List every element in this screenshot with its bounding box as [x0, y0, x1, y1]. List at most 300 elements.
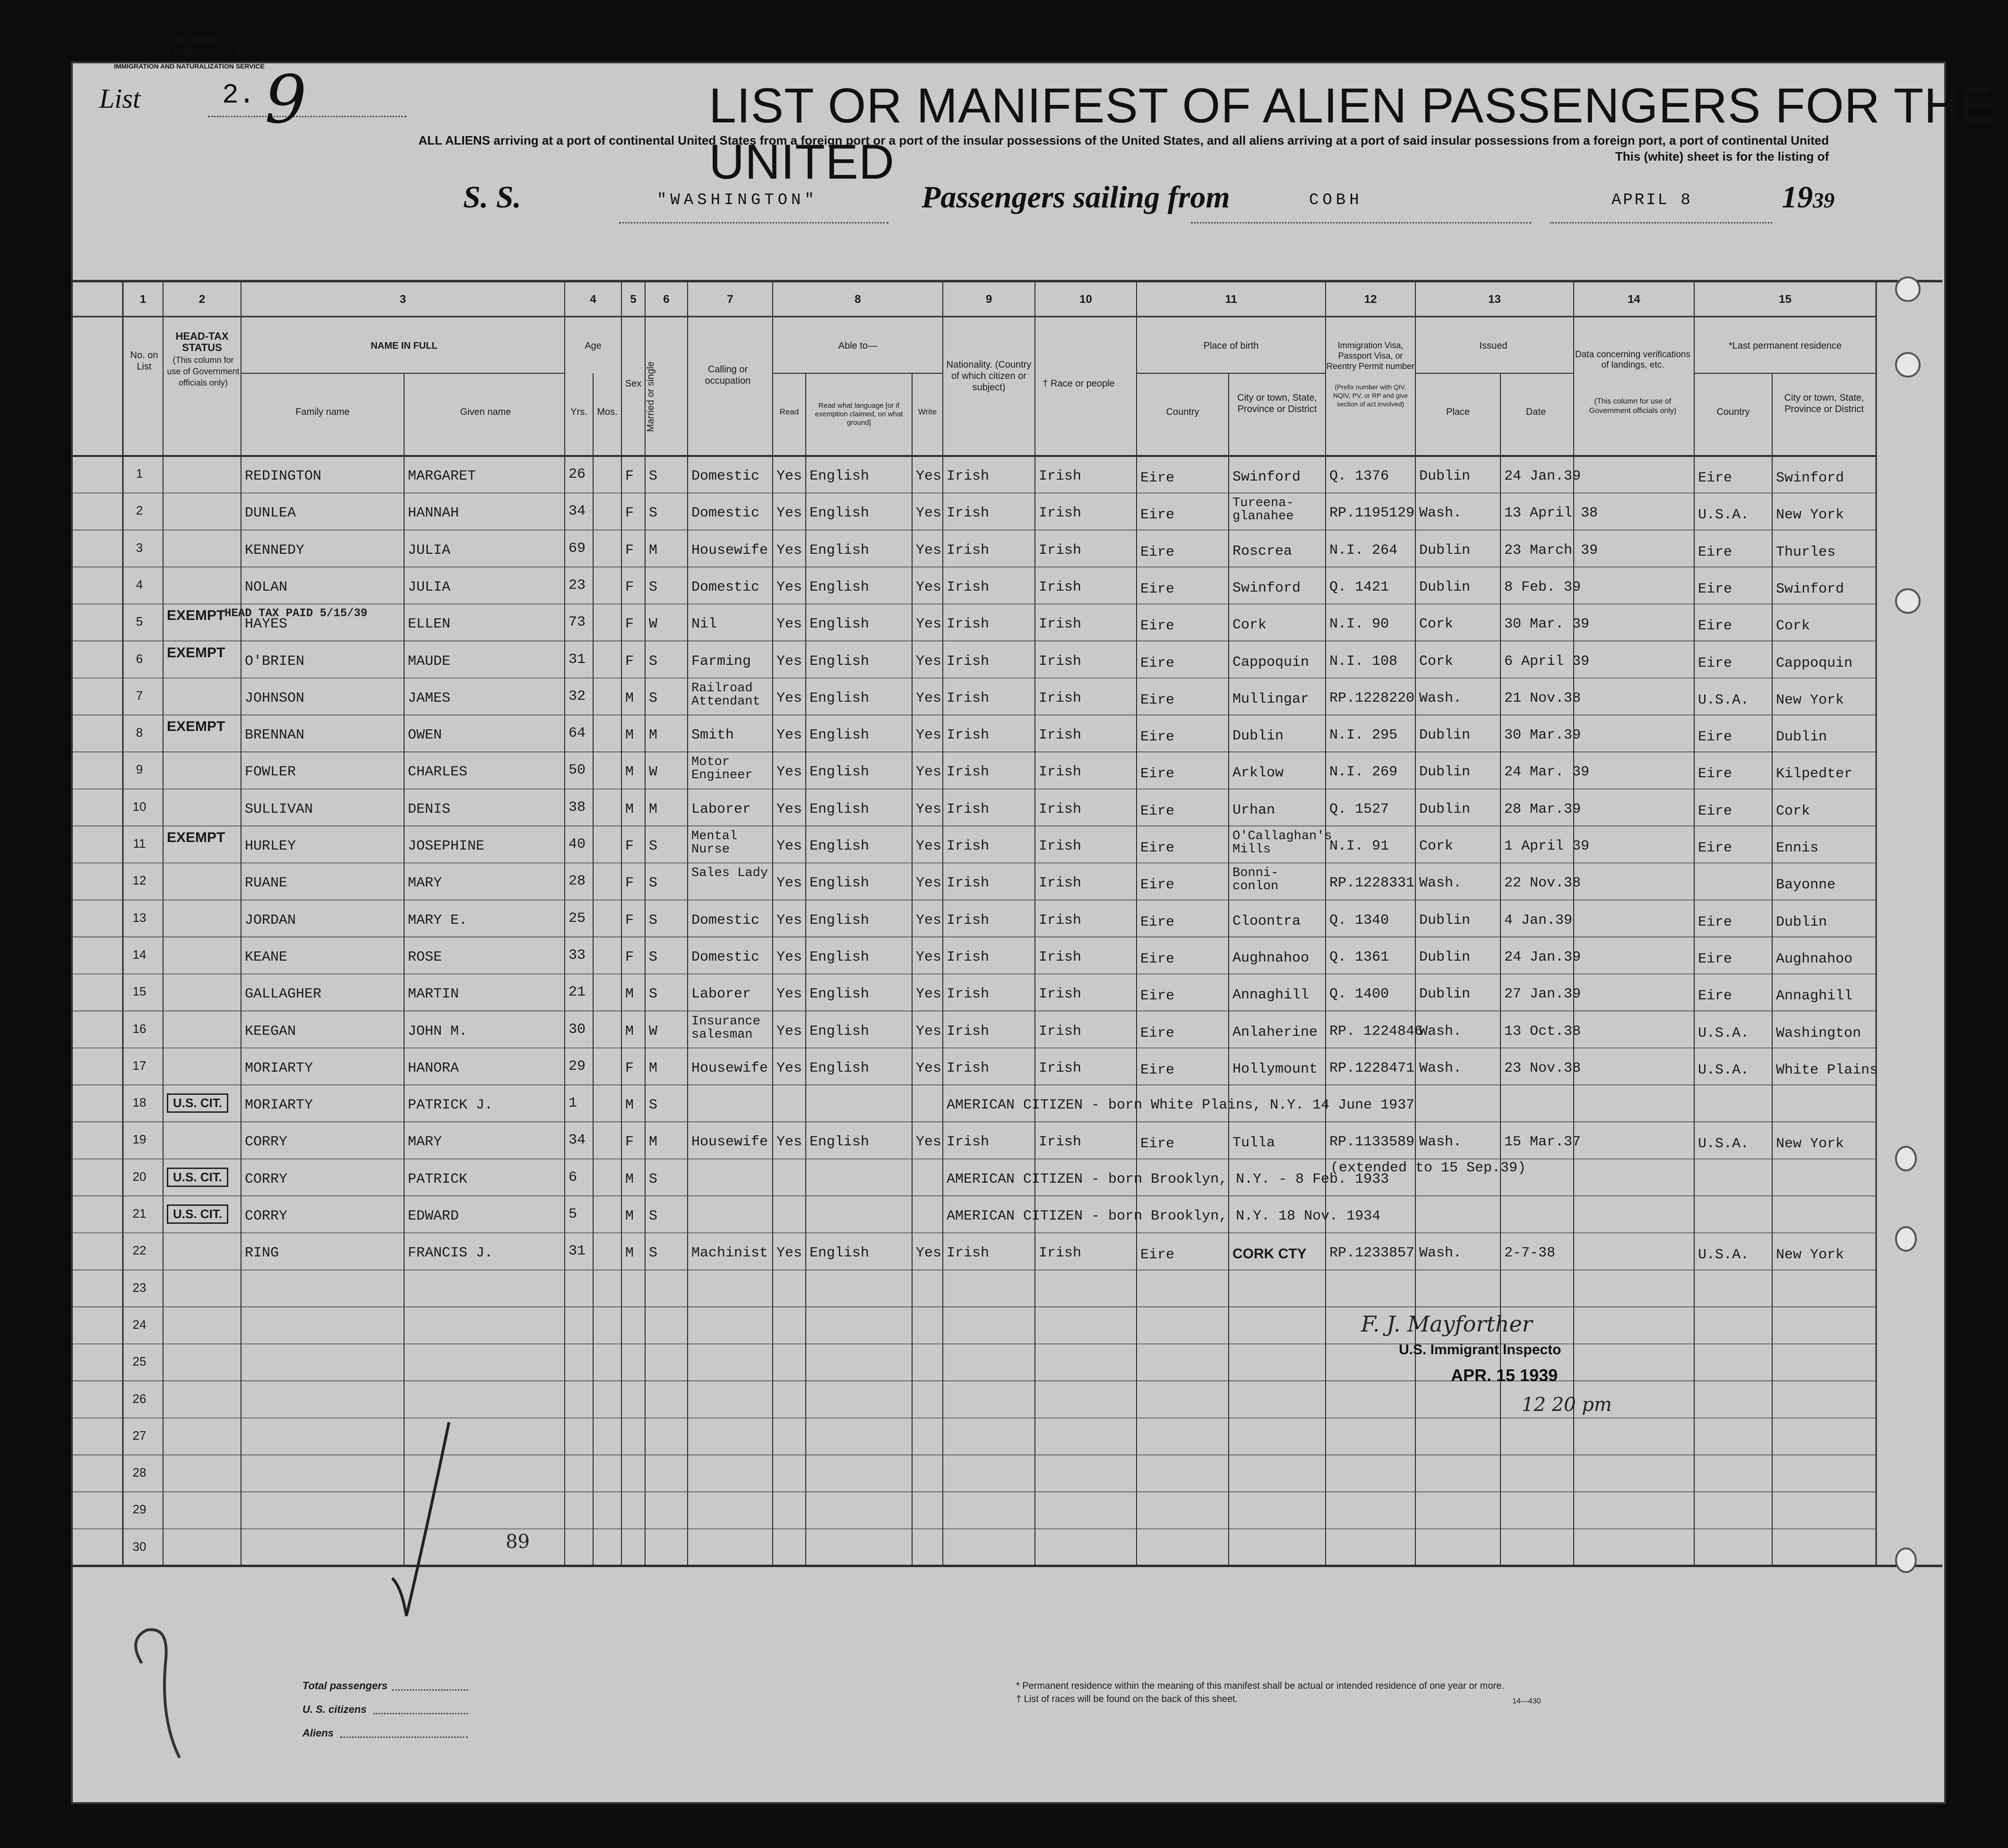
binder-hole: [1895, 276, 1921, 302]
family-name: NOLAN: [245, 579, 288, 595]
marital-status: S: [649, 875, 658, 892]
subtitle-line-2: This (white) sheet is for the listing of: [1615, 149, 1829, 163]
marital-status: S: [649, 1171, 658, 1187]
occupation: Farming: [691, 653, 751, 670]
language: English: [810, 653, 870, 670]
can-write: Yes: [916, 1023, 942, 1040]
page-mark: 89: [506, 1531, 530, 1553]
language: English: [810, 616, 870, 633]
family-name: DUNLEA: [245, 505, 296, 522]
age-years: 5: [569, 1206, 577, 1222]
nationality: Irish: [947, 468, 990, 484]
language: English: [810, 801, 870, 817]
row-number: 18: [132, 1095, 147, 1110]
birth-country: Eire: [1140, 951, 1175, 967]
age-years: 1: [569, 1095, 577, 1112]
nationality: Irish: [947, 912, 990, 928]
marital-status: S: [649, 1097, 658, 1114]
age-years: 25: [569, 910, 586, 927]
family-name: HAYES: [245, 616, 288, 633]
language: English: [810, 505, 870, 522]
given-name: MARY E.: [408, 912, 468, 928]
nationality: Irish: [947, 653, 990, 670]
can-write: Yes: [916, 1060, 942, 1076]
form-code: 14—430: [1512, 1697, 1541, 1705]
nationality: Irish: [947, 505, 990, 522]
issued-place: Wash.: [1419, 1134, 1462, 1151]
head-tax-exempt: EXEMPT: [167, 719, 225, 735]
birth-country: Eire: [1140, 729, 1175, 746]
marital-status: S: [649, 1208, 658, 1224]
family-name: CORRY: [245, 1134, 288, 1151]
birth-city: Mullingar: [1232, 691, 1310, 707]
nationality: Irish: [947, 875, 990, 892]
birth-country: Eire: [1140, 840, 1175, 856]
us-citizens-label: U. S. citizens: [302, 1703, 367, 1715]
head-tax-exempt: EXEMPT: [167, 645, 225, 661]
issued-place: Dublin: [1419, 764, 1471, 781]
occupation: Nil: [691, 616, 717, 633]
binder-hole: [1895, 1547, 1917, 1573]
family-name: RUANE: [245, 875, 288, 892]
binder-hole: [1895, 1226, 1917, 1252]
family-name: CORRY: [245, 1208, 288, 1224]
header-residence-city: City or town, State, Province or District: [1784, 393, 1864, 414]
language: English: [810, 1245, 870, 1262]
language: English: [810, 727, 870, 744]
given-name: ELLEN: [408, 616, 451, 633]
issued-place: Cork: [1419, 838, 1454, 854]
column-number: 5: [630, 293, 637, 306]
occupation: Insurance salesman: [691, 1014, 760, 1042]
row-number: 29: [132, 1502, 147, 1517]
age-years: 26: [569, 466, 586, 482]
can-write: Yes: [916, 764, 942, 781]
visa-number: N.I. 269: [1329, 764, 1398, 781]
birth-city: O'Callaghan's Mills: [1232, 829, 1332, 857]
birth-city: Arklow: [1232, 765, 1284, 782]
can-read: Yes: [776, 468, 802, 484]
row-number: 17: [132, 1058, 147, 1073]
row-number: 21: [132, 1206, 147, 1221]
issued-date: 24 Jan.39: [1504, 468, 1581, 484]
header-nationality: Nationality. (Country of which citizen or subject): [946, 360, 1032, 393]
age-years: 50: [569, 762, 586, 779]
header-sex: Sex: [625, 378, 642, 389]
visa-number: Q. 1400: [1329, 986, 1389, 1003]
age-years: 32: [569, 688, 586, 705]
birth-country: Eire: [1140, 1136, 1175, 1152]
language: English: [810, 579, 870, 595]
can-read: Yes: [776, 616, 802, 633]
binder-hole: [1895, 1146, 1917, 1171]
nationality: Irish: [947, 616, 990, 633]
language: English: [810, 1134, 870, 1151]
birth-country: Eire: [1140, 877, 1175, 894]
issued-date: 2-7-38: [1504, 1245, 1556, 1262]
row-number: 10: [132, 799, 147, 814]
given-name: MARY: [408, 1134, 442, 1151]
visa-number: RP.1195129: [1329, 505, 1415, 522]
header-married: Married or single: [646, 361, 656, 432]
family-name: RING: [245, 1245, 279, 1262]
occupation: Domestic: [691, 949, 760, 965]
sex: F: [625, 1060, 634, 1076]
family-name: JOHNSON: [245, 690, 305, 706]
issued-date: 27 Jan.39: [1504, 986, 1581, 1003]
language: English: [810, 690, 870, 706]
family-name: KEEGAN: [245, 1023, 296, 1040]
column-number: 3: [399, 293, 406, 306]
header-race: † Race or people: [1043, 378, 1115, 389]
visa-number: N.I. 90: [1329, 616, 1389, 633]
issued-date: 24 Mar. 39: [1504, 764, 1590, 781]
row-number: 15: [132, 984, 147, 999]
residence-country: Eire: [1698, 988, 1732, 1005]
residence-city: Dublin: [1776, 914, 1827, 930]
residence-country: U.S.A.: [1698, 1247, 1749, 1264]
birth-country: Eire: [1140, 1062, 1175, 1078]
nationality: Irish: [947, 986, 990, 1003]
row-number: 2: [136, 503, 143, 518]
race: Irish: [1039, 579, 1082, 595]
family-name: BRENNAN: [245, 727, 305, 744]
residence-city: Thurles: [1776, 544, 1836, 560]
family-name: JORDAN: [245, 912, 296, 928]
family-name: SULLIVAN: [245, 801, 313, 817]
marital-status: M: [649, 1134, 658, 1151]
age-years: 73: [569, 614, 586, 631]
family-name: MORIARTY: [245, 1097, 313, 1114]
header-issued-date: Date: [1525, 407, 1546, 417]
birth-country: Eire: [1140, 914, 1175, 930]
residence-city: Dublin: [1776, 729, 1827, 746]
birth-country: Eire: [1140, 581, 1175, 597]
sailing-label: Passengers sailing from: [922, 180, 1230, 215]
language: English: [810, 875, 870, 892]
head-tax-exempt: EXEMPT: [167, 830, 225, 845]
can-read: Yes: [776, 838, 802, 854]
header-visa: Immigration Visa, Passport Visa, or Reentry Permit number: [1326, 341, 1415, 371]
marital-status: M: [649, 801, 658, 817]
given-name: JAMES: [408, 690, 451, 706]
residence-city: Cork: [1776, 803, 1810, 819]
race: Irish: [1039, 912, 1082, 928]
citizens-dots: [373, 1713, 468, 1714]
can-write: Yes: [916, 912, 942, 928]
marital-status: W: [649, 1023, 658, 1040]
occupation: Mental Nurse: [691, 829, 738, 857]
visa-number: RP.1233857: [1329, 1245, 1415, 1262]
nationality: Irish: [947, 727, 990, 744]
occupation: Domestic: [691, 912, 760, 928]
birth-city: Tulla: [1232, 1135, 1275, 1152]
given-name: JOHN M.: [408, 1023, 468, 1040]
issued-place: Wash.: [1419, 1023, 1462, 1040]
residence-country: U.S.A.: [1698, 507, 1749, 524]
column-number: 9: [985, 293, 992, 306]
occupation: Sales Lady: [691, 866, 768, 881]
race: Irish: [1039, 690, 1082, 706]
occupation: Domestic: [691, 505, 760, 522]
sex: F: [625, 912, 634, 928]
visa-number: Q. 1361: [1329, 949, 1389, 965]
can-read: Yes: [776, 1245, 802, 1262]
age-years: 38: [569, 799, 586, 816]
language: English: [810, 838, 870, 854]
family-name: GALLAGHER: [245, 986, 322, 1003]
can-write: Yes: [916, 579, 942, 595]
column-number: 7: [727, 293, 733, 306]
birth-city: Bonni-conlon: [1232, 866, 1279, 894]
residence-city: White Plains: [1776, 1062, 1879, 1078]
column-number: 6: [663, 293, 670, 306]
american-citizen-note: AMERICAN CITIZEN - born Brooklyn, N.Y. - 8 Feb. 1933: [947, 1171, 1389, 1187]
can-write: Yes: [916, 1245, 942, 1262]
residence-city: New York: [1776, 507, 1844, 524]
issued-place: Dublin: [1419, 949, 1471, 965]
age-years: 31: [569, 651, 586, 668]
inspector-signature: F. J. Mayforther: [1361, 1311, 1533, 1337]
age-years: 30: [569, 1021, 586, 1038]
given-name: PATRICK J.: [408, 1097, 493, 1114]
can-read: Yes: [776, 579, 802, 595]
issued-date: 23 Nov.38: [1504, 1060, 1581, 1076]
nationality: Irish: [947, 838, 990, 854]
age-years: 34: [569, 503, 586, 520]
birth-country: Eire: [1140, 803, 1175, 819]
sex: M: [625, 986, 634, 1003]
residence-country: Eire: [1698, 840, 1732, 856]
race: Irish: [1039, 542, 1082, 559]
row-number: 12: [132, 873, 147, 888]
birth-city: Tureena-glanahee: [1232, 496, 1294, 524]
issued-place: Wash.: [1419, 690, 1462, 706]
family-name: FOWLER: [245, 764, 296, 781]
issued-date: 22 Nov.38: [1504, 875, 1581, 892]
sex: M: [625, 1171, 634, 1187]
year-prefix: 19: [1782, 180, 1813, 215]
issued-date: 23 March 39: [1504, 542, 1598, 559]
birth-country: Eire: [1140, 766, 1175, 782]
family-name: KEANE: [245, 949, 288, 965]
given-name: FRANCIS J.: [408, 1245, 493, 1262]
inspection-date-stamp: APR. 15 1939: [1451, 1366, 1558, 1385]
occupation: Laborer: [691, 801, 751, 817]
issued-place: Wash.: [1419, 1060, 1462, 1076]
visa-number: RP.1228220: [1329, 690, 1415, 706]
subtitle-line-1: ALL ALIENS arriving at a port of continental United States from a foreign port or a port of the insular possessions of the United States, and all aliens arriving at a port of said insular possessions from a foreign port, a port of continental United: [418, 133, 1829, 147]
sex: F: [625, 653, 634, 670]
race: Irish: [1039, 468, 1082, 484]
issued-date: 21 Nov.38: [1504, 690, 1581, 706]
american-citizen-note: AMERICAN CITIZEN - born Brooklyn, N.Y. 18 Nov. 1934: [947, 1208, 1381, 1224]
visa-number: Q. 1376: [1329, 468, 1389, 484]
given-name: ROSE: [408, 949, 442, 965]
issued-date: 24 Jan.39: [1504, 949, 1581, 965]
can-write: Yes: [916, 986, 942, 1003]
can-write: Yes: [916, 838, 942, 854]
residence-country: Eire: [1698, 655, 1732, 671]
total-passengers-label: Total passengers: [302, 1680, 388, 1692]
age-years: 40: [569, 836, 586, 852]
residence-city: Annaghill: [1776, 988, 1853, 1005]
column-number: 4: [590, 293, 596, 306]
header-birth-country: Country: [1166, 407, 1199, 417]
birth-country: Eire: [1140, 988, 1175, 1005]
language: English: [810, 1023, 870, 1040]
header-last-residence: *Last permanent residence: [1728, 341, 1842, 351]
column-number: 13: [1488, 293, 1501, 306]
given-name: MARGARET: [408, 468, 476, 484]
issued-place: Cork: [1419, 653, 1454, 670]
sex: F: [625, 579, 634, 595]
race: Irish: [1039, 764, 1082, 781]
can-read: Yes: [776, 542, 802, 559]
can-read: Yes: [776, 727, 802, 744]
family-name: MORIARTY: [245, 1060, 313, 1076]
age-years: 28: [569, 873, 586, 890]
age-years: 31: [569, 1243, 586, 1260]
race: Irish: [1039, 505, 1082, 522]
sex: M: [625, 690, 634, 706]
race: Irish: [1039, 1134, 1082, 1151]
column-number: 11: [1225, 293, 1237, 306]
residence-city: Swinford: [1776, 581, 1844, 597]
row-number: 3: [136, 540, 143, 555]
row-number: 4: [136, 577, 143, 592]
department-name: U.S. DEPARTMENT OF LABOR: [113, 47, 266, 59]
issued-place: Cork: [1419, 616, 1454, 633]
residence-country: Eire: [1698, 470, 1732, 486]
given-name: PATRICK: [408, 1171, 468, 1187]
age-years: 23: [569, 577, 586, 593]
residence-city: Ennis: [1776, 840, 1819, 856]
row-number: 16: [132, 1021, 147, 1036]
race: Irish: [1039, 801, 1082, 817]
birth-city: Aughnahoo: [1232, 950, 1310, 966]
departure-date: APRIL 8: [1612, 191, 1692, 209]
occupation: Domestic: [691, 468, 760, 484]
header-age: Age: [585, 341, 602, 351]
aliens-dots: [340, 1736, 468, 1738]
race: Irish: [1039, 727, 1082, 744]
sex: F: [625, 1134, 634, 1151]
header-family-name: Family name: [295, 407, 350, 417]
residence-country: Eire: [1698, 544, 1732, 560]
residence-country: Eire: [1698, 618, 1732, 635]
year-suffix: 39: [1813, 188, 1835, 212]
column-number: 8: [854, 293, 861, 306]
given-name: HANNAH: [408, 505, 459, 522]
marital-status: S: [649, 838, 658, 854]
header-verification: Data concerning verifications of landings, etc.: [1575, 350, 1690, 370]
age-years: 29: [569, 1058, 586, 1074]
can-read: Yes: [776, 875, 802, 892]
sex: M: [625, 727, 634, 744]
header-read-language: Read what language [or if exemption claimed, on what ground]: [815, 402, 903, 427]
given-name: MAUDE: [408, 653, 451, 670]
residence-city: Bayonne: [1776, 877, 1836, 894]
header-name-in-full: NAME IN FULL: [371, 341, 438, 351]
can-write: Yes: [916, 542, 942, 559]
birth-city: Anlaherine: [1232, 1024, 1318, 1040]
marital-status: M: [649, 1060, 658, 1076]
marital-status: M: [649, 727, 658, 744]
row-number: 8: [136, 725, 143, 740]
race: Irish: [1039, 1060, 1082, 1076]
can-write: Yes: [916, 727, 942, 744]
birth-city: Annaghill: [1232, 987, 1310, 1004]
row-number: 30: [132, 1539, 147, 1554]
row-number: 28: [132, 1465, 147, 1480]
can-write: Yes: [916, 690, 942, 706]
age-years: 69: [569, 540, 586, 557]
list-number: 2.: [222, 80, 255, 111]
visa-number: Q. 1527: [1329, 801, 1389, 817]
given-name: CHARLES: [408, 764, 468, 781]
head-tax-paid-stamp: HEAD TAX PAID 5/15/39: [224, 607, 368, 620]
language: English: [810, 949, 870, 965]
issued-place: Dublin: [1419, 912, 1471, 928]
residence-country: Eire: [1698, 581, 1732, 597]
residence-country: Eire: [1698, 729, 1732, 746]
issued-place: Dublin: [1419, 542, 1471, 559]
birth-city: CORK CTY: [1232, 1246, 1307, 1262]
residence-city: Kilpedter: [1776, 766, 1853, 782]
nationality: Irish: [947, 690, 990, 706]
given-name: DENIS: [408, 801, 451, 817]
visa-number: N.I. 91: [1329, 838, 1389, 854]
can-read: Yes: [776, 949, 802, 965]
us-citizen-stamp: U.S. CIT.: [167, 1168, 228, 1187]
issued-date: 1 April 39: [1504, 838, 1590, 854]
issued-place: Dublin: [1419, 579, 1471, 595]
marital-status: S: [649, 505, 658, 522]
header-birth-city: City or town, State, Province or District: [1237, 393, 1317, 414]
marital-status: W: [649, 616, 658, 633]
birth-city: Cloontra: [1232, 913, 1301, 929]
issued-place: Dublin: [1419, 986, 1471, 1003]
sex: M: [625, 1245, 634, 1262]
can-read: Yes: [776, 690, 802, 706]
residence-city: New York: [1776, 692, 1844, 708]
family-name: O'BRIEN: [245, 653, 305, 670]
issued-place: Dublin: [1419, 468, 1471, 484]
header-issued: Issued: [1479, 341, 1508, 351]
row-number: 27: [132, 1428, 147, 1443]
age-years: 21: [569, 984, 586, 1001]
given-name: MARY: [408, 875, 442, 892]
given-name: OWEN: [408, 727, 442, 744]
nationality: Irish: [947, 579, 990, 595]
can-read: Yes: [776, 801, 802, 817]
residence-country: Eire: [1698, 951, 1732, 967]
header-mos: Mos.: [597, 407, 618, 417]
family-name: CORRY: [245, 1171, 288, 1187]
residence-city: New York: [1776, 1136, 1844, 1152]
residence-city: Cork: [1776, 618, 1810, 635]
visa-number: N.I. 295: [1329, 727, 1398, 744]
can-write: Yes: [916, 468, 942, 484]
header-head-tax: HEAD-TAX STATUS: [175, 330, 229, 353]
race: Irish: [1039, 838, 1082, 854]
birth-country: Eire: [1140, 618, 1175, 635]
header-residence-country: Country: [1716, 407, 1750, 417]
residence-country: U.S.A.: [1698, 1025, 1749, 1041]
nationality: Irish: [947, 1134, 990, 1151]
marital-status: S: [649, 579, 658, 595]
